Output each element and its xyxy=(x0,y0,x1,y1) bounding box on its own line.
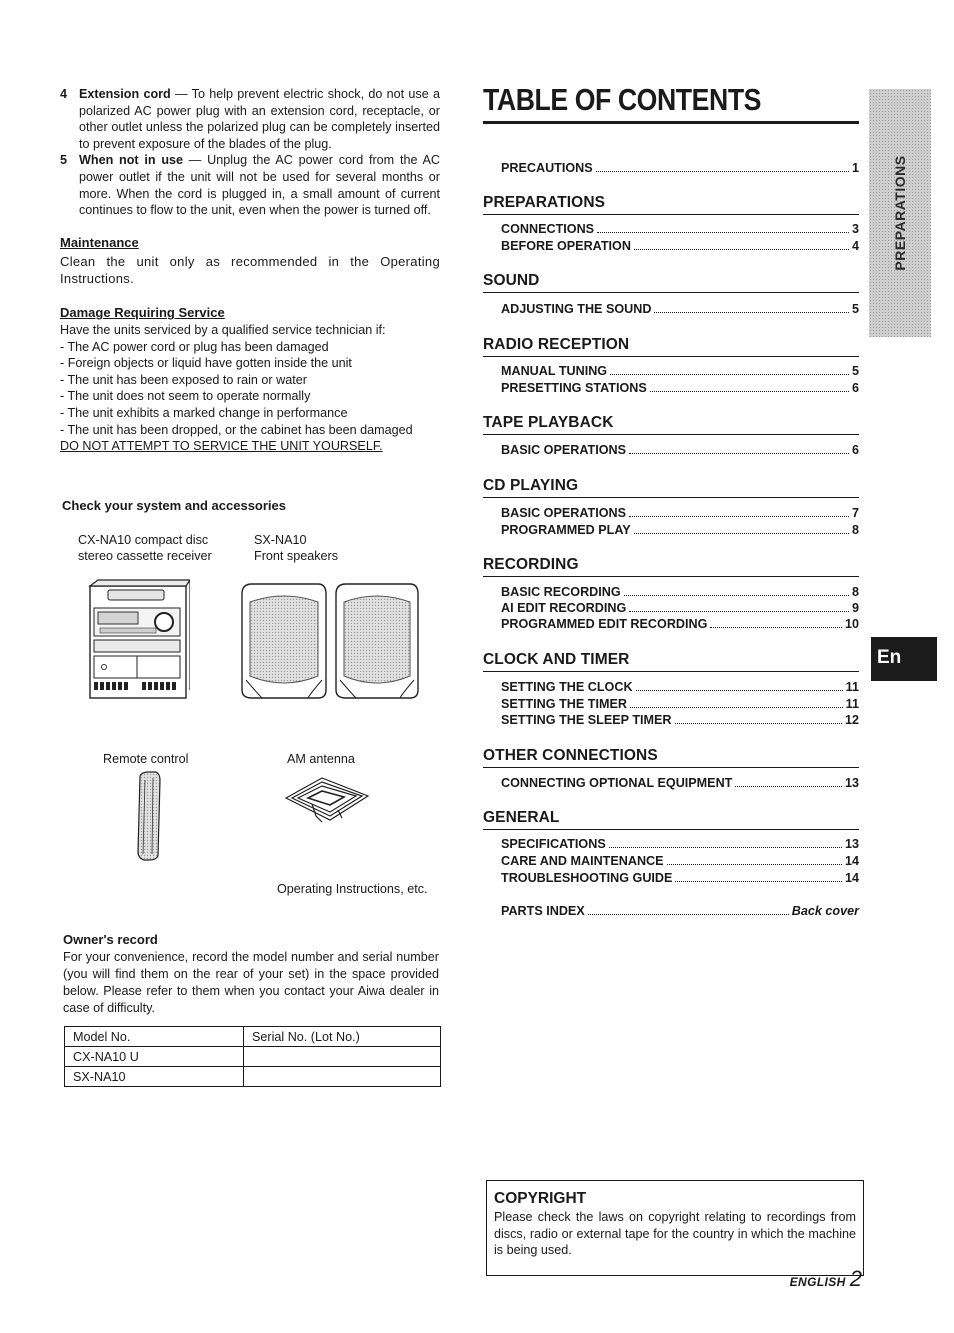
dot-leader xyxy=(710,627,842,628)
remote-label: Remote control xyxy=(103,752,189,766)
toc-entry-label: ADJUSTING THE SOUND xyxy=(501,302,652,316)
table-row xyxy=(65,1047,441,1067)
toc-entry[interactable] xyxy=(501,239,859,256)
item-text: — Unplug the AC power cord from the AC power outlet if the unit will not be used for several months or more. When the cord is plugged in, a small amount of current continues to flow to the unit, even when the power is turned off. xyxy=(79,153,441,218)
receiver-label-line: CX-NA10 compact disc xyxy=(78,533,209,547)
owner-record-heading: Owner's record xyxy=(63,932,158,947)
toc-entry-label: PRECAUTIONS xyxy=(501,161,593,175)
dot-leader xyxy=(636,690,843,691)
item-title: When not in use xyxy=(79,153,184,168)
dot-leader xyxy=(650,391,849,392)
toc-entry[interactable] xyxy=(501,871,859,888)
damage-heading: Damage Requiring Service xyxy=(60,305,225,321)
left-column xyxy=(60,86,440,455)
receiver-label-line: stereo cassette receiver xyxy=(78,548,212,563)
page-number: 2 xyxy=(849,1266,862,1291)
dot-leader xyxy=(654,312,849,313)
remote-control-illustration xyxy=(134,770,164,862)
toc-entry-label: SETTING THE SLEEP TIMER xyxy=(501,713,672,727)
toc-entry[interactable] xyxy=(501,381,859,398)
toc-entry-parts-index[interactable] xyxy=(501,904,859,921)
toc-entry-page: 8 xyxy=(851,523,859,537)
toc-entry-page: 8 xyxy=(851,585,859,599)
damage-bullet: - The unit has been exposed to rain or water xyxy=(60,372,307,387)
toc-entry-page: 10 xyxy=(844,617,859,631)
damage-bullet: - The AC power cord or plug has been damaged xyxy=(60,339,329,354)
toc-entry-page: 12 xyxy=(844,713,859,727)
toc-title-rule xyxy=(483,121,859,124)
toc-title: TABLE OF CONTENTS xyxy=(483,82,762,117)
accessories-heading: Check your system and accessories xyxy=(62,498,287,513)
stereo-receiver-illustration xyxy=(86,578,190,702)
toc-section-radio-reception: RADIO RECEPTION xyxy=(483,336,859,357)
speakers-label-line: Front speakers xyxy=(254,548,338,563)
speakers-label xyxy=(254,533,338,564)
toc-entry-page: 3 xyxy=(851,222,859,236)
toc-entry-page: 14 xyxy=(844,871,859,885)
copyright-heading: COPYRIGHT xyxy=(494,1190,587,1207)
dot-leader xyxy=(667,864,842,865)
table-header-row xyxy=(65,1027,441,1047)
damage-bullet: - The unit does not seem to operate normally xyxy=(60,389,311,404)
toc-entry[interactable] xyxy=(501,837,859,854)
maintenance-heading: Maintenance xyxy=(60,234,139,250)
owner-record-text: For your convenience, record the model number and serial number (you will find them on the rear of your set) in the space provided below. Please refer to them when you contact your Aiwa dealer in case of difficulty. xyxy=(63,950,439,1015)
dot-leader xyxy=(629,516,849,517)
toc-entry[interactable] xyxy=(501,364,859,381)
toc-section-recording: RECORDING xyxy=(483,556,859,577)
toc-section-general: GENERAL xyxy=(483,809,859,830)
toc-section-tape-playback: TAPE PLAYBACK xyxy=(483,414,859,435)
speakers-label-line: SX-NA10 xyxy=(254,533,307,547)
toc-entry-page: 7 xyxy=(851,506,859,520)
instructions-label: Operating Instructions, etc. xyxy=(277,882,428,896)
dot-leader xyxy=(735,786,842,787)
toc-entry-label: AI EDIT RECORDING xyxy=(501,601,627,615)
dot-leader xyxy=(634,533,849,534)
dot-leader xyxy=(610,374,849,375)
toc-entry-label: CONNECTIONS xyxy=(501,222,595,236)
toc-entry[interactable] xyxy=(501,680,859,697)
dot-leader xyxy=(675,723,842,724)
toc-entry[interactable] xyxy=(501,601,859,618)
toc-entry-precautions[interactable] xyxy=(501,161,859,178)
toc-section-other-connections: OTHER CONNECTIONS xyxy=(483,747,859,768)
dot-leader xyxy=(624,595,849,596)
toc-entry-page: 11 xyxy=(845,697,859,711)
toc-entry-page: 1 xyxy=(851,161,859,175)
language-tab-label: En xyxy=(877,647,902,668)
toc-entry-label: SETTING THE CLOCK xyxy=(501,680,633,694)
table-cell-model: SX-NA10 xyxy=(65,1067,244,1087)
dot-leader xyxy=(634,249,849,250)
speakers-illustration xyxy=(238,580,422,704)
toc-entry-page: Back cover xyxy=(791,904,859,918)
owner-record-table xyxy=(64,1026,441,1087)
toc-entry-label: PARTS INDEX xyxy=(501,904,585,918)
toc-entry[interactable] xyxy=(501,506,859,523)
toc-entry-page: 14 xyxy=(844,854,859,868)
dot-leader xyxy=(588,914,789,915)
damage-bullet: - The unit has been dropped, or the cabinet has been damaged xyxy=(60,422,413,437)
page-footer xyxy=(790,1266,862,1292)
preparations-side-tab xyxy=(869,89,931,337)
toc-entry[interactable] xyxy=(501,222,859,239)
toc-section-sound: SOUND xyxy=(483,272,859,293)
table-cell-model: CX-NA10 U xyxy=(65,1047,244,1067)
dot-leader xyxy=(629,453,849,454)
table-header: Model No. xyxy=(65,1027,244,1047)
toc-entry-page: 6 xyxy=(851,381,859,395)
dot-leader xyxy=(596,171,849,172)
toc-entry-page: 13 xyxy=(844,837,859,851)
item-number: 5 xyxy=(60,153,68,168)
toc-entry-label: CARE AND MAINTENANCE xyxy=(501,854,664,868)
antenna-label: AM antenna xyxy=(287,752,355,766)
toc-entry-label: TROUBLESHOOTING GUIDE xyxy=(501,871,673,885)
preparations-tab-label: PREPARATIONS xyxy=(892,155,908,271)
toc-entry[interactable] xyxy=(501,443,859,460)
toc-entry-label: BASIC OPERATIONS xyxy=(501,443,627,457)
damage-intro: Have the units serviced by a qualified service technician if: xyxy=(60,322,386,337)
toc-entry[interactable] xyxy=(501,585,859,602)
table-cell-serial xyxy=(244,1047,441,1067)
copyright-box xyxy=(486,1180,864,1276)
item-text: — To help prevent electric shock, do not use a polarized AC power plug with an extension cord, receptacle, or other outlet unless the polarized plug can be completely inserted to prevent exposure of the blades of the plug. xyxy=(79,87,440,151)
item-title: Extension cord xyxy=(79,87,171,101)
dot-leader xyxy=(597,232,849,233)
toc-entry-page: 4 xyxy=(851,239,859,253)
safety-item-4 xyxy=(60,86,440,152)
toc-entry[interactable] xyxy=(501,776,859,793)
safety-item-5 xyxy=(60,152,440,218)
toc-entry[interactable] xyxy=(501,697,859,714)
toc-entry-page: 5 xyxy=(851,364,859,378)
damage-bullet: - The unit exhibits a marked change in performance xyxy=(60,405,348,420)
toc-entry[interactable] xyxy=(501,854,859,871)
table-row xyxy=(65,1067,441,1087)
damage-warning: DO NOT ATTEMPT TO SERVICE THE UNIT YOURSELF. xyxy=(60,439,383,454)
receiver-label xyxy=(78,533,212,564)
dot-leader xyxy=(629,611,849,612)
language-tab xyxy=(871,637,937,681)
toc-entry-label: SPECIFICATIONS xyxy=(501,837,606,851)
toc-entry-page: 5 xyxy=(851,302,859,316)
damage-bullet: - Foreign objects or liquid have gotten inside the unit xyxy=(60,356,352,371)
copyright-text: Please check the laws on copyright relating to recordings from discs, radio or external tape for the country in which the machine is being used. xyxy=(494,1210,856,1258)
toc-entry[interactable] xyxy=(501,302,859,319)
dot-leader xyxy=(675,881,842,882)
toc-entry-page: 13 xyxy=(844,776,859,790)
toc-entry[interactable] xyxy=(501,523,859,540)
maintenance-text: Clean the unit only as recommended in the Operating Instructions. xyxy=(60,254,440,287)
dot-leader xyxy=(609,847,842,848)
toc-entry[interactable] xyxy=(501,713,859,730)
toc-entry-label: SETTING THE TIMER xyxy=(501,697,627,711)
toc-section-cd-playing: CD PLAYING xyxy=(483,477,859,498)
toc-entry-page: 9 xyxy=(851,601,859,615)
table-header: Serial No. (Lot No.) xyxy=(244,1027,441,1047)
toc-entry-label: PROGRAMMED PLAY xyxy=(501,523,631,537)
toc-entry-label: PRESETTING STATIONS xyxy=(501,381,647,395)
dot-leader xyxy=(630,707,843,708)
toc-entry-label: BASIC OPERATIONS xyxy=(501,506,627,520)
toc-entry-label: PROGRAMMED EDIT RECORDING xyxy=(501,617,708,631)
toc-entry-page: 11 xyxy=(845,680,859,694)
table-cell-serial xyxy=(244,1067,441,1087)
toc-entry-label: CONNECTING OPTIONAL EQUIPMENT xyxy=(501,776,733,790)
toc-entry[interactable] xyxy=(501,617,859,634)
item-number: 4 xyxy=(60,87,68,101)
am-antenna-illustration xyxy=(282,774,372,826)
toc-entry-label: BASIC RECORDING xyxy=(501,585,621,599)
toc-section-clock-and-timer: CLOCK AND TIMER xyxy=(483,651,859,672)
toc-section-preparations: PREPARATIONS xyxy=(483,194,859,215)
toc-entry-label: MANUAL TUNING xyxy=(501,364,608,378)
toc-entry-page: 6 xyxy=(851,443,859,457)
footer-language: ENGLISH xyxy=(789,1275,846,1289)
toc-entry-label: BEFORE OPERATION xyxy=(501,239,631,253)
